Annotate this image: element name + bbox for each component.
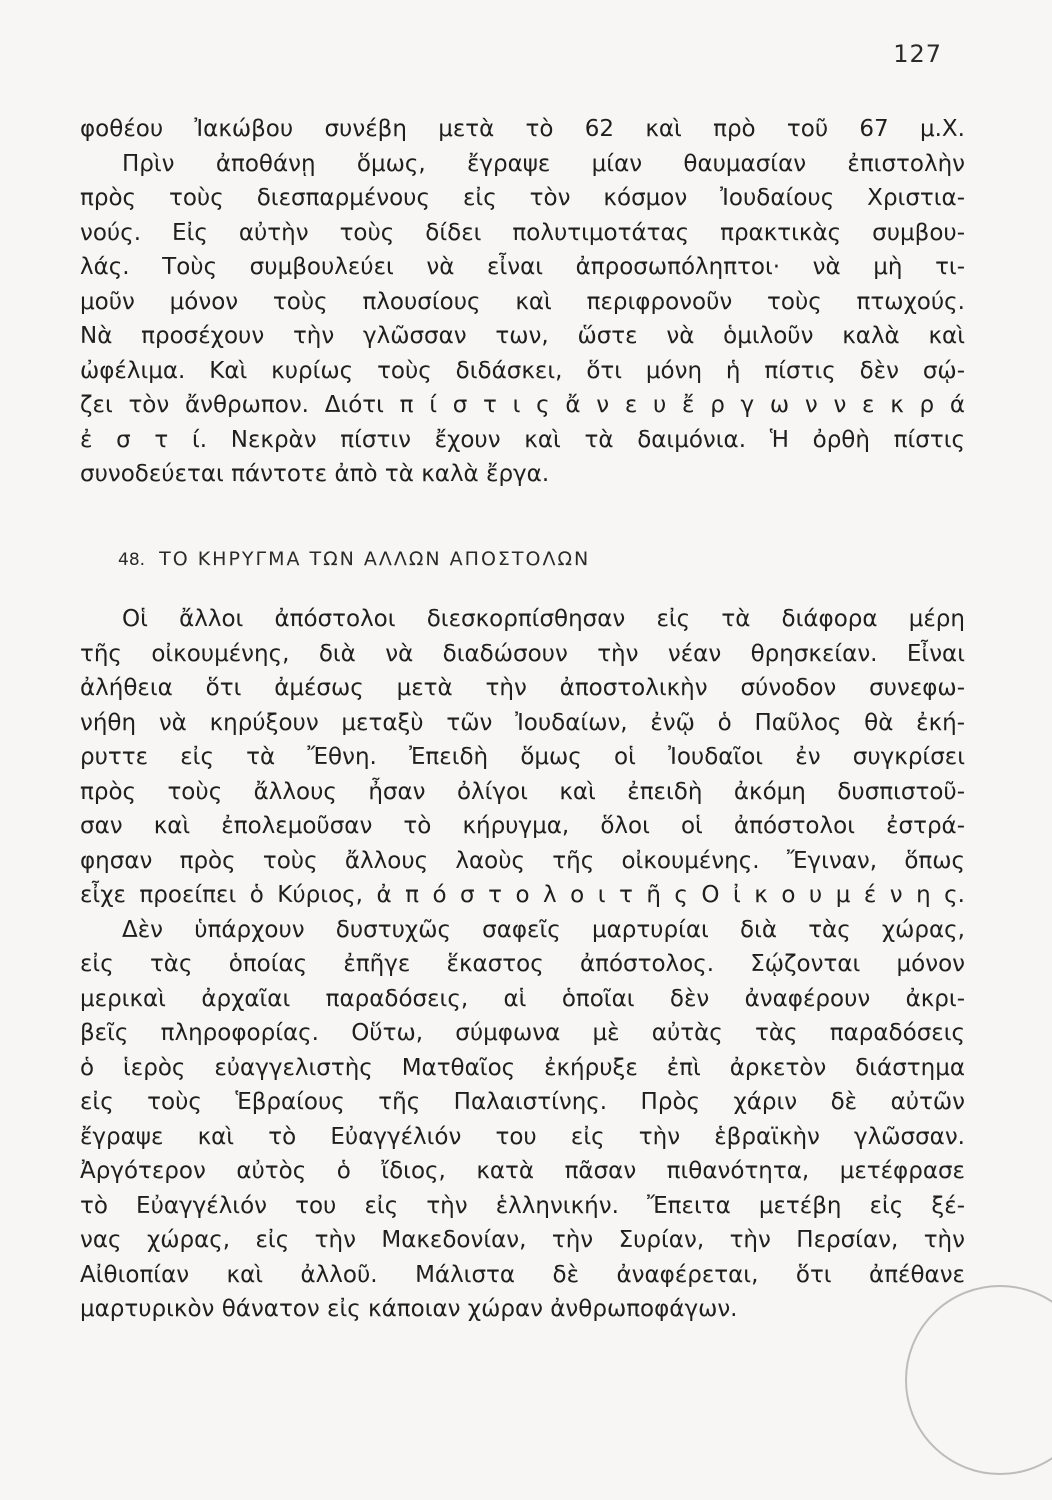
text-line: λάς. Τοὺς συμβουλεύει νὰ εἶναι ἀπροσωπόληπτοι· νὰ μὴ τι-: [80, 254, 965, 280]
text-line: ὠφέλιμα. Καὶ κυρίως τοὺς διδάσκει, ὅτι μόνη ἡ πίστις δὲν σῴ-: [80, 357, 965, 384]
text-line: φησαν πρὸς τοὺς ἄλλους λαοὺς τῆς οἰκουμένης. Ἔγιναν, ὅπως: [80, 847, 965, 874]
text-line: εἶχε προείπει ὁ Κύριος, ἀ π ό σ τ ο λ ο ι τ ῆ ς Ο ἰ κ ο υ μ έ ν η ς.: [80, 882, 965, 908]
text-line: ἔγραψε καὶ τὸ Εὐαγγέλιόν του εἰς τὴν ἑβραϊκὴν γλῶσσαν.: [80, 1123, 965, 1150]
text-line: Αἰθιοπίαν καὶ ἀλλοῦ. Μάλιστα δὲ ἀναφέρεται, ὅτι ἀπέθανε: [80, 1261, 965, 1288]
text-line: εἰς τὰς ὁποίας ἐπῆγε ἕκαστος ἀπόστολος. Σῴζονται μόνον: [80, 951, 965, 977]
text-line: ρυττε εἰς τὰ Ἔθνη. Ἐπειδὴ ὅμως οἱ Ἰουδαῖοι ἐν συγκρίσει: [80, 744, 965, 770]
text-line: πρὸς τοὺς ἄλλους ἦσαν ὀλίγοι καὶ ἐπειδὴ ἀκόμη δυσπιστοῦ-: [80, 778, 965, 805]
text-line: τὸ Εὐαγγέλιόν του εἰς τὴν ἑλληνικήν. Ἔπειτα μετέβη εἰς ξέ-: [80, 1192, 965, 1219]
text-line: μοῦν μόνον τοὺς πλουσίους καὶ περιφρονοῦν τοὺς πτωχούς.: [80, 288, 965, 315]
text-line: ὁ ἱερὸς εὐαγγελιστὴς Ματθαῖος ἐκήρυξε ἐπὶ ἀρκετὸν διάστημα: [80, 1054, 965, 1081]
text-line: νας χώρας, εἰς τὴν Μακεδονίαν, τὴν Συρίαν, τὴν Περσίαν, τὴν: [80, 1227, 965, 1253]
page-number: 127: [893, 40, 942, 68]
text-line: μαρτυρικὸν θάνατον εἰς κάποιαν χώραν ἀνθρωποφάγων.: [80, 1296, 738, 1322]
text-line: Ἀργότερον αὐτὸς ὁ ἴδιος, κατὰ πᾶσαν πιθανότητα, μετέφρασε: [80, 1158, 965, 1184]
text-line: τῆς οἰκουμένης, διὰ νὰ διαδώσουν τὴν νέαν θρησκείαν. Εἶναι: [80, 640, 965, 667]
text-line: φοθέου Ἰακώβου συνέβη μετὰ τὸ 62 καὶ πρὸ τοῦ 67 μ.Χ.: [80, 116, 965, 142]
text-line: Πρὶν ἀποθάνῃ ὅμως, ἔγραψε μίαν θαυμασίαν ἐπιστολὴν: [122, 150, 965, 177]
paragraph-other-apostles: [80, 602, 965, 1327]
section-title: ΤΟ ΚΗΡΥΓΜΑ ΤΩΝ ΑΛΛΩΝ ΑΠΟΣΤΟΛΩΝ: [159, 548, 591, 570]
text-line: πρὸς τοὺς διεσπαρμένους εἰς τὸν κόσμον Ἰουδαίους Χριστια-: [80, 185, 965, 211]
text-line: νήθη νὰ κηρύξουν μεταξὺ τῶν Ἰουδαίων, ἐνῷ ὁ Παῦλος θὰ ἐκή-: [80, 709, 965, 736]
text-line: Νὰ προσέχουν τὴν γλῶσσαν των, ὥστε νὰ ὁμιλοῦν καλὰ καὶ: [80, 323, 965, 349]
section-heading: [118, 548, 590, 570]
text-line: νούς. Εἰς αὐτὴν τοὺς δίδει πολυτιμοτάτας πρακτικὰς συμβου-: [80, 219, 965, 246]
text-line: συνοδεύεται πάντοτε ἀπὸ τὰ καλὰ ἔργα.: [80, 461, 550, 487]
section-number: 48.: [118, 550, 146, 570]
text-line: ζει τὸν ἄνθρωπον. Διότι π ί σ τ ι ς ἄ ν ε υ ἔ ρ γ ω ν ν ε κ ρ ά: [80, 392, 965, 418]
text-line: ἀλήθεια ὅτι ἀμέσως μετὰ τὴν ἀποστολικὴν σύνοδον συνεφω-: [80, 675, 965, 701]
text-line: βεῖς πληροφορίας. Οὕτω, σύμφωνα μὲ αὐτὰς τὰς παραδόσεις: [80, 1020, 965, 1046]
text-line: Οἱ ἄλλοι ἀπόστολοι διεσκορπίσθησαν εἰς τὰ διάφορα μέρη: [122, 606, 965, 632]
text-line: σαν καὶ ἐπολεμοῦσαν τὸ κήρυγμα, ὅλοι οἱ ἀπόστολοι ἐστρά-: [80, 813, 965, 839]
text-line: μερικαὶ ἀρχαῖαι παραδόσεις, αἱ ὁποῖαι δὲν ἀναφέρουν ἀκρι-: [80, 985, 965, 1012]
text-line: ἐ σ τ ί. Νεκρὰν πίστιν ἔχουν καὶ τὰ δαιμόνια. Ἡ ὀρθὴ πίστις: [80, 426, 965, 453]
text-line: εἰς τοὺς Ἑβραίους τῆς Παλαιστίνης. Πρὸς χάριν δὲ αὐτῶν: [80, 1089, 965, 1115]
text-line: Δὲν ὑπάρχουν δυστυχῶς σαφεῖς μαρτυρίαι διὰ τὰς χώρας,: [122, 916, 965, 943]
paragraph-james-epistle: [80, 112, 965, 492]
